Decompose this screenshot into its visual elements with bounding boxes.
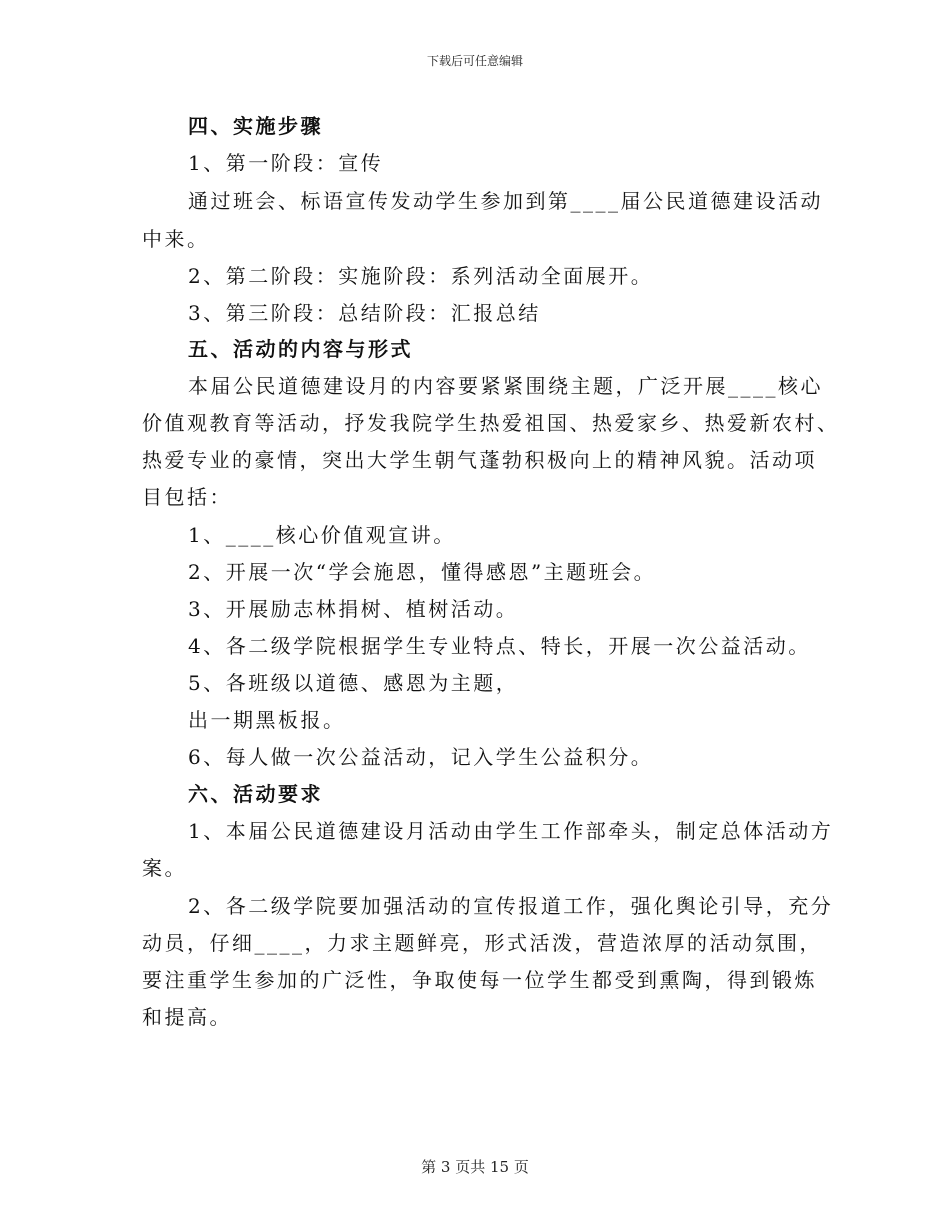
paragraph-line: 通过班会、标语宣传发动学生参加到第____届公民道德建设活动 <box>188 189 823 213</box>
page-footer: 第 3 页共 15 页 <box>421 1158 529 1176</box>
paragraph-line: 目包括： <box>142 485 232 509</box>
paragraph-line: 动员，仔细____，力求主题鲜亮，形式活泼，营造浓厚的活动氛围， <box>142 931 822 955</box>
paragraph-line: 1、本届公民道德建设月活动由学生工作部牵头，制定总体活动方 <box>188 819 834 843</box>
section-heading: 五、活动的内容与形式 <box>188 337 413 361</box>
paragraph-line: 本届公民道德建设月的内容要紧紧围绕主题，广泛开展____核心 <box>188 374 823 398</box>
paragraph-line: 4、各二级学院根据学生专业特点、特长，开展一次公益活动。 <box>188 634 811 658</box>
paragraph-line: 5、各班级以道德、感恩为主题， <box>188 671 519 695</box>
paragraph-line: 2、第二阶段：实施阶段：系列活动全面展开。 <box>188 264 654 288</box>
paragraph-line: 6、每人做一次公益活动，记入学生公益积分。 <box>188 745 654 769</box>
paragraph-line: 出一期黑板报。 <box>188 708 346 732</box>
paragraph-line: 2、开展一次“学会施恩，懂得感恩”主题班会。 <box>188 560 657 584</box>
paragraph-line: 和提高。 <box>142 1005 232 1029</box>
paragraph-line: 3、开展励志林捐树、植树活动。 <box>188 597 519 621</box>
paragraph-line: 中来。 <box>142 227 210 251</box>
paragraph-line: 热爱专业的豪情，突出大学生朝气蓬勃积极向上的精神风貌。活动项 <box>142 448 817 472</box>
paragraph-line: 案。 <box>142 856 187 880</box>
paragraph-line: 2、各二级学院要加强活动的宣传报道工作，强化舆论引导，充分 <box>188 894 834 918</box>
paragraph-line: 1、第一阶段：宣传 <box>188 151 384 175</box>
page-header: 下载后可任意编辑 <box>426 54 523 68</box>
section-heading: 四、实施步骤 <box>188 114 323 138</box>
section-heading: 六、活动要求 <box>188 782 323 806</box>
paragraph-line: 3、第三阶段：总结阶段：汇报总结 <box>188 301 541 325</box>
paragraph-line: 价值观教育等活动，抒发我院学生热爱祖国、热爱家乡、热爱新农村、 <box>142 411 840 435</box>
paragraph-line: 要注重学生参加的广泛性，争取使每一位学生都受到熏陶，得到锻炼 <box>142 968 817 992</box>
paragraph-line: 1、____核心价值观宣讲。 <box>188 523 456 547</box>
